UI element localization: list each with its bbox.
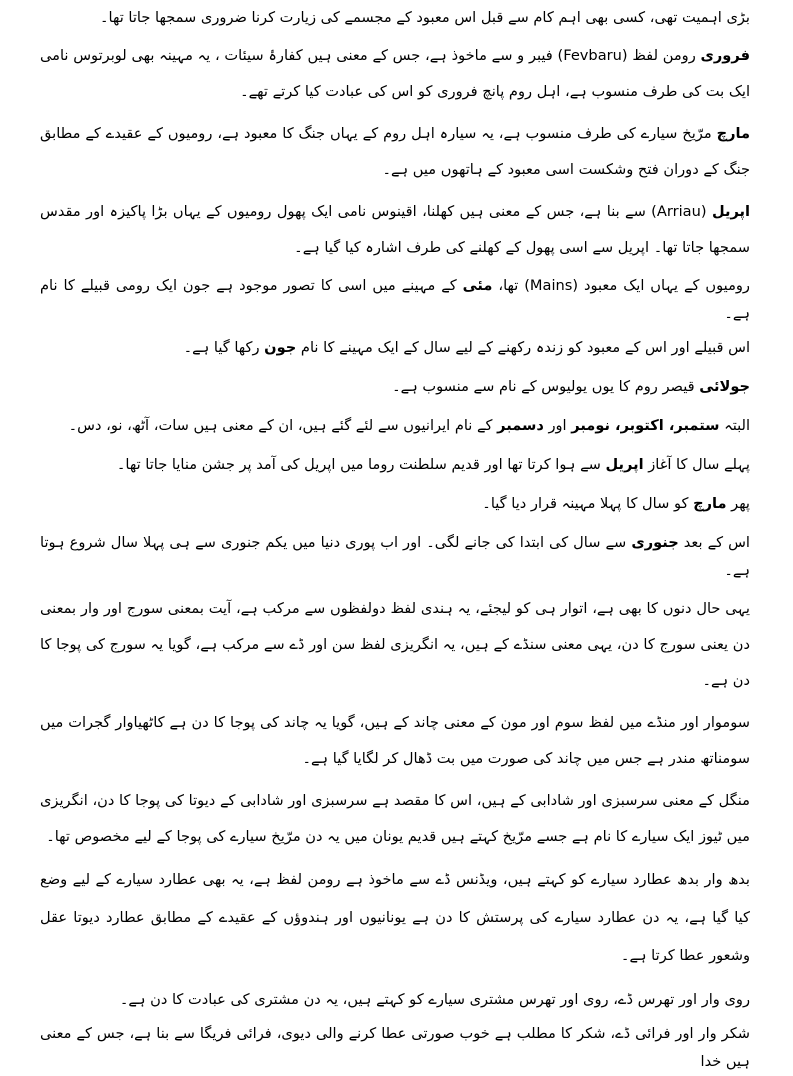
paragraph-tuesday <box>40 783 750 855</box>
paragraph-friday <box>40 1020 750 1076</box>
text-run: پھر <box>726 495 750 512</box>
bold-text-run: جون <box>264 339 297 356</box>
paragraph <box>40 4 750 32</box>
paragraph-march <box>40 116 750 188</box>
paragraph-january <box>40 529 750 585</box>
bold-text-run: دسمبر <box>497 417 544 434</box>
bold-text-run: جنوری <box>631 534 679 551</box>
text-run: قیصر روم کا یوں یولیوس کے نام سے منسوب ہے۔ <box>392 378 700 395</box>
paragraph-thursday <box>40 986 750 1014</box>
paragraph-sunday <box>40 591 750 699</box>
text-run: کو سال کا پہلا مہینہ قرار دیا گیا۔ <box>482 495 694 512</box>
text-run: رومن لفظ <box>627 47 701 64</box>
text-run: بڑی اہمیت تھی، کسی بھی اہم کام سے قبل اس معبود کے مجسمے کی زیارت کرنا ضروری سمجھا جاتا تھا۔ <box>99 9 750 26</box>
paragraph-april <box>40 194 750 266</box>
text-run: روی وار اور تھرس ڈے، روی اور تھرس مشتری سیارے کو کہتے ہیں، یہ دن مشتری کی عبادت کا دن ہے۔ <box>119 991 750 1008</box>
text-run: اس قبیلے اور اس کے معبود کو زندہ رکھنے کے لیے سال کے ایک مہینے کا نام <box>296 339 750 356</box>
text-run: (Fevbaru) <box>557 47 628 64</box>
paragraph-july <box>40 373 750 401</box>
paragraph-june <box>40 334 750 362</box>
paragraph-monday <box>40 705 750 777</box>
text-run: اور <box>543 417 572 434</box>
text-run: یہی حال دنوں کا بھی ہے، اتوار ہی کو لیجئے، یہ ہندی لفظ دولفظوں سے مرکب ہے، آیت بمعنی سورج اور وار بمعنی دن یعنی سورج کا دن، یہی معنی سنڈے کے ہیں، یہ انگریزی لفظ سن اور ڈے سے مرکب ہے، گویا یہ سورج کی پوجا کا دن ہے۔ <box>40 600 750 689</box>
text-run: (Arriau) <box>651 203 707 220</box>
paragraph-february <box>40 38 750 110</box>
bold-text-run: ستمبر، اکتوبر، نومبر <box>571 417 720 434</box>
bold-text-run: اپریل <box>711 203 751 220</box>
text-run: مرّیخ سیارے کی طرف منسوب ہے، یہ سیارہ اہل روم کے یہاں جنگ کا معبود ہے، رومیوں کے عقیدے کے مطابق جنگ کے دوران فتح وشکست اسی معبود کے ہاتھوں میں ہے۔ <box>40 125 750 178</box>
text-run: سے بنا ہے، جس کے معنی ہیں کھلنا، اقینوس نامی ایک پھول رومیوں کے یہاں بڑا پاکیزہ اور مقدس سمجھا جاتا تھا۔ اپریل سے اسی پھول کے کھلنے کی طرف اشارہ کیا گیا ہے۔ <box>40 203 750 256</box>
bold-text-run: مارچ <box>693 495 727 512</box>
bold-text-run: جولائی <box>699 378 750 395</box>
bold-text-run: فروری <box>700 47 750 64</box>
text-run: رومیوں کے یہاں ایک معبود <box>578 277 750 294</box>
text-run: البتہ <box>719 417 750 434</box>
paragraph-sept-dec <box>40 412 750 440</box>
text-run: (Mains) <box>524 277 579 294</box>
text-run: منگل کے معنی سرسبزی اور شادابی کے ہیں، اس کا مقصد ہے سرسبزی اور شادابی کے دیوتا کی پوجا کا دن، انگریزی میں ٹیوز ایک سیارے کا نام ہے جسے مرّیخ کہتے ہیں قدیم یونان میں یہ دن مرّیخ سیارے کی پوجا کے لیے مخصوص تھا۔ <box>40 792 750 845</box>
bold-text-run: مئی <box>462 277 493 294</box>
text-run: کے مہینے میں اسی کا تصور موجود ہے جون ایک رومی قبیلے کا نام ہے۔ <box>40 277 750 322</box>
bold-text-run: اپریل <box>605 456 644 473</box>
text-run: پہلے سال کا آغاز <box>643 456 750 473</box>
text-run: سوموار اور منڈے میں لفظ سوم اور مون کے معنی چاند کے ہیں، گویا یہ چاند کی پوجا کا دن ہے کاٹھیاوار گجرات میں سومناتھ مندر ہے جس میں چاند کی صورت میں بت ڈھال کر لگایا گیا ہے۔ <box>40 714 750 767</box>
text-run: سے سال کی ابتدا کی جانے لگی۔ اور اب پوری دنیا میں یکم جنوری سے ہی پہلا سال شروع ہوتا ہے۔ <box>40 534 750 579</box>
text-run: شکر وار اور فرائی ڈے، شکر کا مطلب ہے خوب صورتی عطا کرنے والی دیوی، فرائی فریگا سے بنا ہے، جس کے معنی ہیں خدا <box>40 1025 750 1070</box>
paragraph-may <box>40 272 750 328</box>
bold-text-run: مارچ <box>716 125 750 142</box>
paragraph-march-first <box>40 490 750 518</box>
text-run: فیبر و سے ماخوذ ہے، جس کے معنی ہیں کفارۂ سیئات ، یہ مہینہ بھی لوبرتوس نامی ایک بت کی طرف منسوب ہے، اہل روم پانچ فروری کو اس کی عبادت کیا کرتے تھے۔ <box>40 47 750 100</box>
text-run: کے نام ایرانیوں سے لئے گئے ہیں، ان کے معنی ہیں سات، آٹھ، نو، دس۔ <box>68 417 498 434</box>
text-run: بدھ وار بدھ عطارد سیارے کو کہتے ہیں، ویڈنس ڈے سے ماخوذ ہے رومن لفظ ہے، یہ بھی عطارد سیارے کے لیے وضع کیا گیا ہے، یہ دن عطارد سیارے کی پرستش کا دن ہے یونانیوں اور ہندوؤں کے عقیدے کے مطابق عطارد دیوتا عقل وشعور عطا کرتا ہے۔ <box>40 871 750 964</box>
text-run: اس کے بعد <box>678 534 750 551</box>
paragraph-first-year <box>40 451 750 479</box>
text-run: تھا، <box>492 277 525 294</box>
text-run: سے ہوا کرتا تھا اور قدیم سلطنت روما میں اپریل کی آمد پر جشن منایا جاتا تھا۔ <box>116 456 606 473</box>
paragraph-wednesday <box>40 861 750 975</box>
text-run: رکھا گیا ہے۔ <box>183 339 265 356</box>
